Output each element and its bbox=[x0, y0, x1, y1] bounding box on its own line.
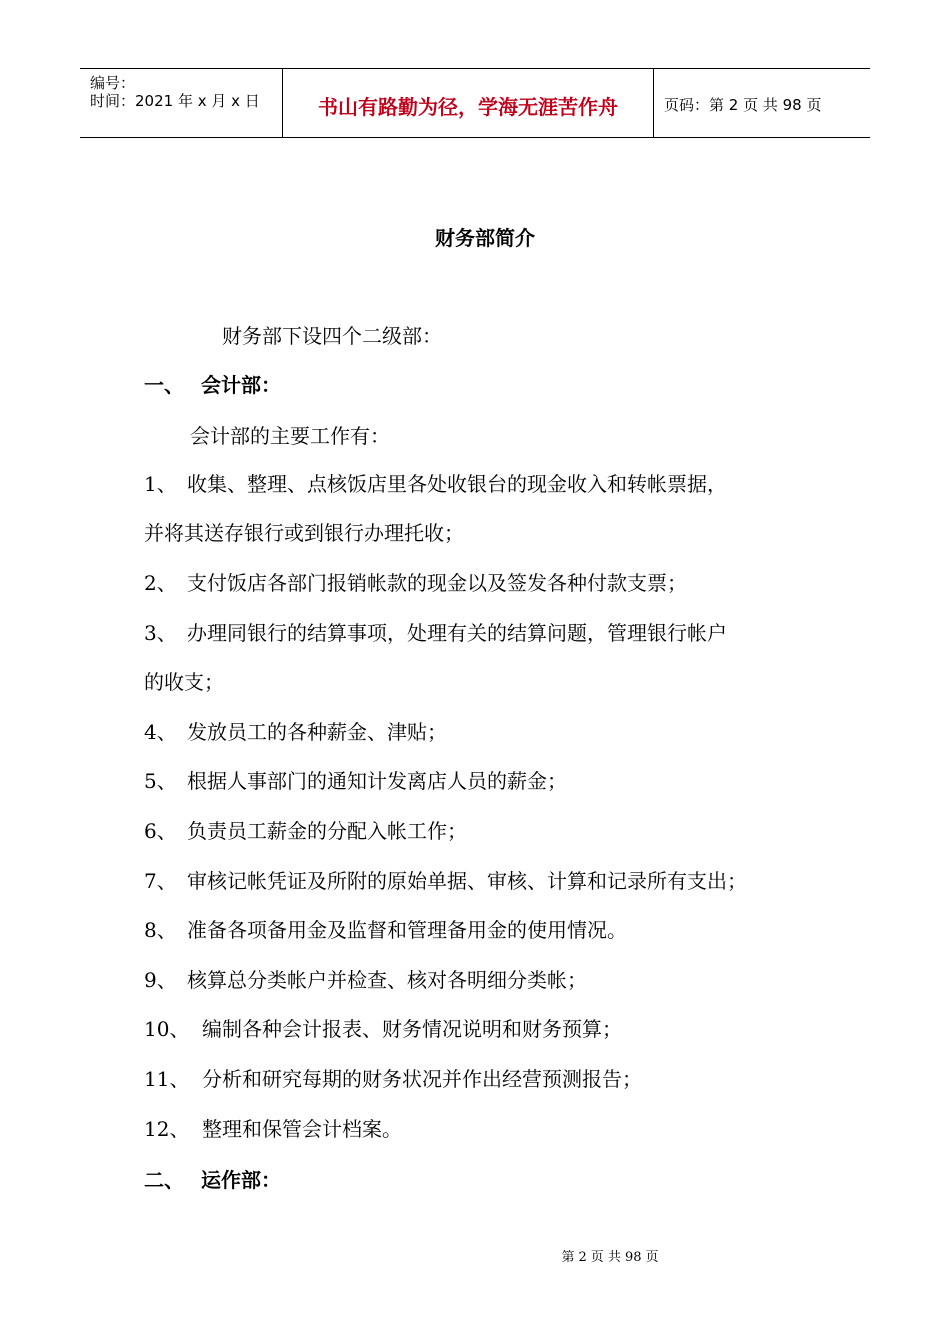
list-item bbox=[144, 769, 567, 793]
header-page-info: 页码：第 2 页 共 98 页 bbox=[664, 96, 822, 114]
footer-mid: 页 共 bbox=[590, 1250, 621, 1265]
document-title: 财务部简介 bbox=[435, 226, 535, 250]
time-label: 时间：2021 年 x 月 x 日 bbox=[90, 92, 260, 110]
section-title: 运作部： bbox=[201, 1168, 281, 1192]
footer-suffix: 页 bbox=[645, 1250, 659, 1265]
item-number: 12、 bbox=[144, 1117, 190, 1141]
footer-page-number: 2 bbox=[578, 1250, 587, 1265]
list-item bbox=[144, 571, 687, 595]
item-number: 7、 bbox=[144, 869, 177, 893]
list-item bbox=[144, 720, 447, 744]
item-number: 4、 bbox=[144, 720, 177, 744]
item-text: 发放员工的各种薪金、津贴； bbox=[187, 720, 447, 744]
list-item bbox=[144, 1017, 622, 1041]
footer-total-pages: 98 bbox=[624, 1250, 642, 1265]
list-item-continuation: 的收支； bbox=[144, 670, 224, 694]
item-text: 收集、整理、点核饭店里各处收银台的现金收入和转帐票据， bbox=[187, 472, 727, 496]
number-label: 编号： bbox=[90, 74, 136, 92]
item-text: 审核记帐凭证及所附的原始单据、审核、计算和记录所有支出； bbox=[187, 869, 747, 893]
item-number: 3、 bbox=[144, 621, 177, 645]
footer-prefix: 第 bbox=[561, 1250, 575, 1265]
section-number: 一、 bbox=[144, 373, 184, 397]
section-number: 二、 bbox=[144, 1168, 184, 1192]
item-text: 整理和保管会计档案。 bbox=[202, 1117, 402, 1141]
item-text: 准备各项备用金及监督和管理备用金的使用情况。 bbox=[187, 918, 627, 942]
section-heading-accounting bbox=[144, 373, 281, 397]
list-item bbox=[144, 918, 627, 942]
item-text: 根据人事部门的通知计发离店人员的薪金； bbox=[187, 769, 567, 793]
page-header bbox=[80, 68, 870, 138]
list-item bbox=[144, 1117, 402, 1141]
item-text: 核算总分类帐户并检查、核对各明细分类帐； bbox=[187, 968, 587, 992]
item-text: 负责员工薪金的分配入帐工作； bbox=[187, 819, 467, 843]
list-item bbox=[144, 472, 727, 496]
item-text: 支付饭店各部门报销帐款的现金以及签发各种付款支票； bbox=[187, 571, 687, 595]
section-intro: 会计部的主要工作有： bbox=[190, 424, 390, 448]
list-item bbox=[144, 621, 727, 645]
header-motto: 书山有路勤为径，学海无涯苦作舟 bbox=[318, 95, 618, 119]
item-number: 8、 bbox=[144, 918, 177, 942]
list-item-continuation: 并将其送存银行或到银行办理托收； bbox=[144, 521, 464, 545]
item-number: 6、 bbox=[144, 819, 177, 843]
header-middle-cell bbox=[283, 69, 654, 137]
list-item bbox=[144, 1067, 642, 1091]
item-text: 办理同银行的结算事项，处理有关的结算问题，管理银行帐户 bbox=[187, 621, 727, 645]
page-footer bbox=[0, 1246, 950, 1265]
item-number: 10、 bbox=[144, 1017, 190, 1041]
section-title: 会计部： bbox=[201, 373, 281, 397]
intro-paragraph: 财务部下设四个二级部： bbox=[222, 324, 442, 348]
item-text: 分析和研究每期的财务状况并作出经营预测报告； bbox=[202, 1067, 642, 1091]
item-number: 11、 bbox=[144, 1067, 190, 1091]
section-heading-operations bbox=[144, 1168, 281, 1192]
list-item bbox=[144, 819, 467, 843]
item-number: 2、 bbox=[144, 571, 177, 595]
list-item bbox=[144, 869, 747, 893]
item-number: 1、 bbox=[144, 472, 177, 496]
item-number: 5、 bbox=[144, 769, 177, 793]
list-item bbox=[144, 968, 587, 992]
item-number: 9、 bbox=[144, 968, 177, 992]
item-text: 编制各种会计报表、财务情况说明和财务预算； bbox=[202, 1017, 622, 1041]
header-left-cell bbox=[80, 69, 283, 137]
